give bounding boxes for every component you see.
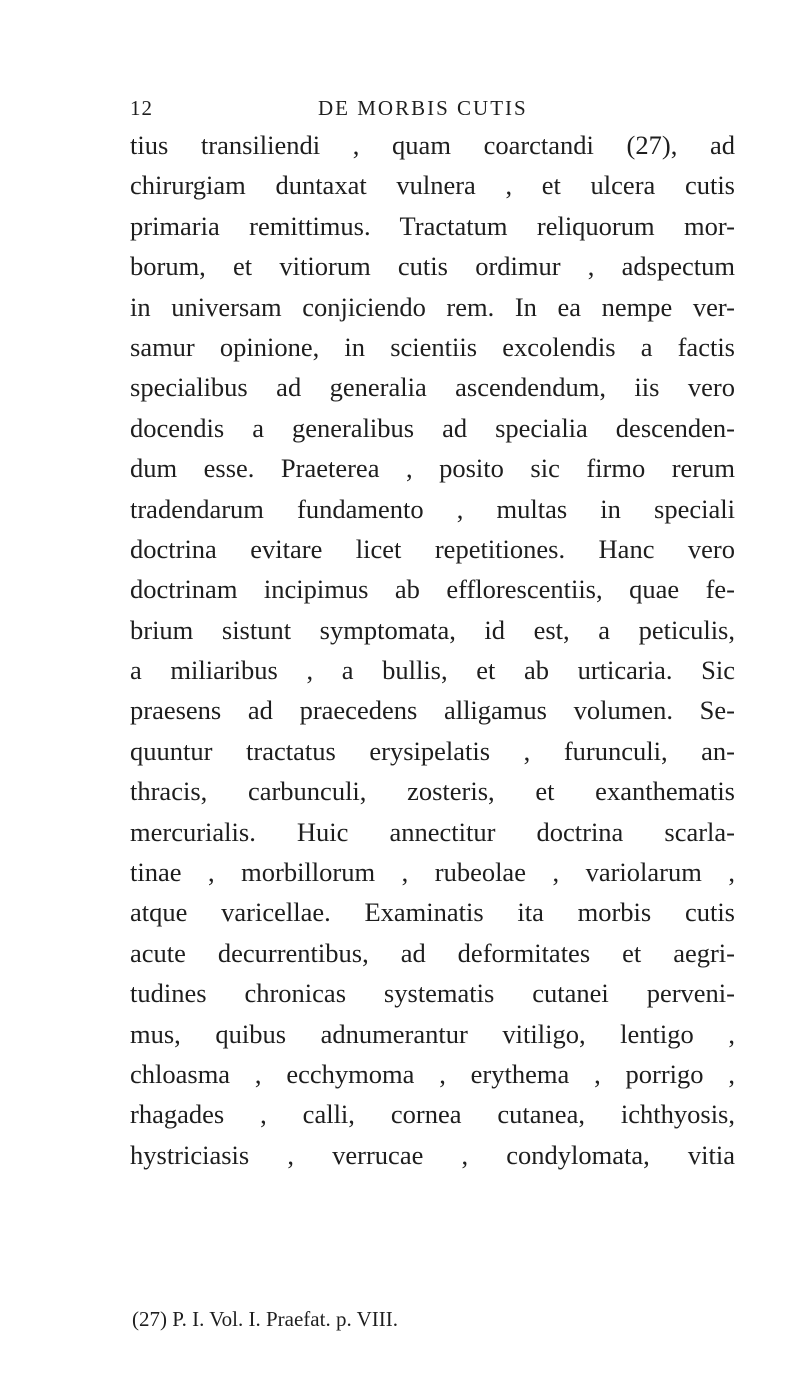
text-line: specialibus ad generalia ascendendum, iis vero (130, 372, 735, 403)
text-line: mus, quibus adnumerantur vitiligo, lentigo , (130, 1018, 735, 1049)
text-line: tinae , morbillorum , rubeolae , variolarum , (130, 857, 735, 888)
text-line: primaria remittimus. Tractatum reliquorum mor- (130, 210, 735, 241)
text-line: rhagades , calli, cornea cutanea, ichthyosis, (130, 1099, 735, 1130)
text-line: borum, et vitiorum cutis ordimur , adspectum (130, 251, 735, 282)
text-line: chirurgiam duntaxat vulnera , et ulcera cutis (130, 170, 735, 201)
text-line: doctrinam incipimus ab efflorescentiis, quae fe- (130, 574, 735, 605)
text-line: chloasma , ecchymoma , erythema , porrigo , (130, 1058, 735, 1089)
text-line: quuntur tractatus erysipelatis , furunculi, an- (130, 735, 735, 766)
footnote: (27) P. I. Vol. I. Praefat. p. VIII. (132, 1307, 398, 1331)
body-text (130, 125, 735, 1175)
text-line: tius transiliendi , quam coarctandi (27), ad (130, 130, 735, 160)
text-line: thracis, carbunculi, zosteris, et exanthematis (130, 776, 735, 807)
text-line: tradendarum fundamento , multas in speciali (130, 493, 735, 524)
text-line: atque varicellae. Examinatis ita morbis cutis (130, 897, 735, 928)
running-title: DE MORBIS CUTIS (318, 96, 528, 120)
text-line: dum esse. Praeterea , posito sic firmo rerum (130, 453, 735, 484)
text-line: tudines chronicas systematis cutanei perveni- (130, 978, 735, 1009)
text-line: samur opinione, in scientiis excolendis a factis (130, 331, 735, 362)
text-line: acute decurrentibus, ad deformitates et aegri- (130, 937, 735, 968)
text-line: in universam conjiciendo rem. In ea nempe ver- (130, 291, 735, 322)
text-line: mercurialis. Huic annectitur doctrina scarla- (130, 816, 735, 847)
text-line: docendis a generalibus ad specialia descenden- (130, 412, 735, 443)
text-line: brium sistunt symptomata, id est, a peticulis, (130, 614, 735, 645)
text-line: a miliaribus , a bullis, et ab urticaria. Sic (130, 655, 735, 686)
text-line: praesens ad praecedens alligamus volumen. Se- (130, 695, 735, 726)
text-line: hystriciasis , verrucae , condylomata, vitia (130, 1139, 735, 1170)
page-number: 12 (130, 96, 153, 120)
running-header (130, 96, 650, 126)
text-line: doctrina evitare licet repetitiones. Hanc vero (130, 533, 735, 564)
